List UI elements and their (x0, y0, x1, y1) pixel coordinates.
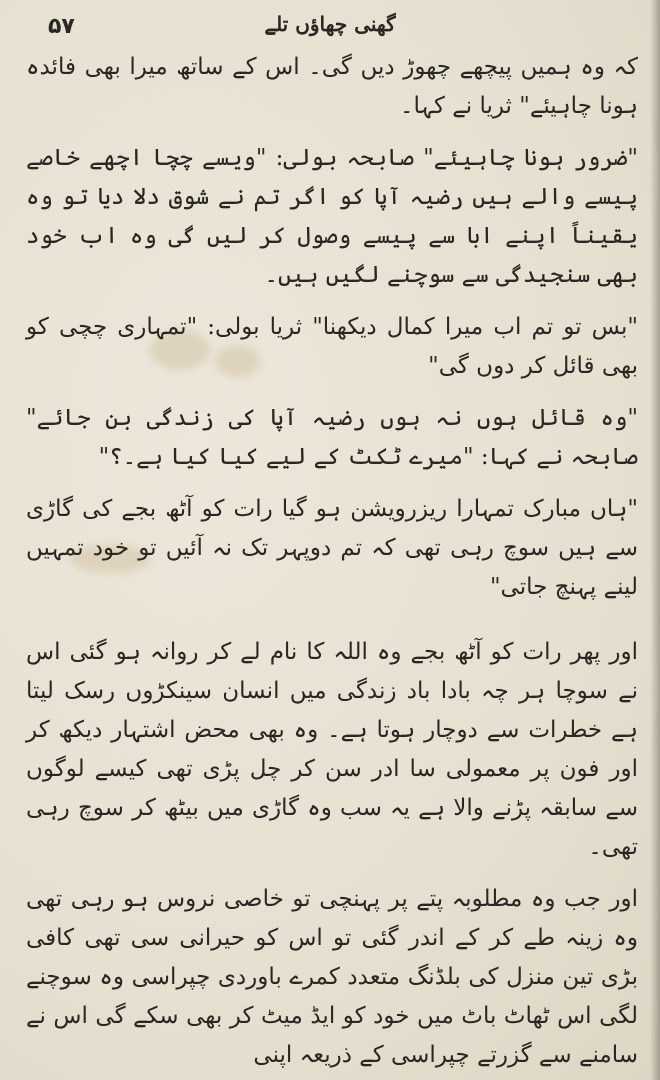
page-edge-shadow (650, 0, 660, 1080)
body-text (26, 48, 638, 1080)
paragraph: اور پھر رات کو آٹھ بجے وہ اللہ کا نام لے کر روانہ ہو گئی اس نے سوچا ہر چہ بادا باد زندگی میں انسان سینکڑوں رسک لیتا ہے خطرات سے دوچار ہوتا ہے۔ وہ بھی محض اشتہار دیکھ کر اور فون پر معمولی سا ادر سن کر چل پڑی تھی کیسے لوگوں سے سابقہ پڑنے والا ہے یہ سب وہ گاڑی میں بیٹھ کر سوچ رہی تھی۔ (26, 639, 638, 860)
page-header (0, 8, 660, 44)
paragraph: "ہاں مبارک تمہارا ریزرویشن ہو گیا رات کو آٹھ بجے کی گاڑی سے ہیں سوچ رہی تھی کہ تم دوپہر تک نہ آئیں تو خود تمہیں لینے پہنچ جاتی" (26, 496, 638, 600)
paragraph: "وہ قائل ہوں نہ ہوں رضیہ آپا کی زندگی بن جائے" صابحہ نے کہا: "میرے ٹکٹ کے لیے کیا کیا ہے۔؟" (26, 405, 638, 470)
running-title: گھنی چھاؤں تلے (264, 12, 396, 36)
paragraph: اور جب وہ مطلوبہ پتے پر پہنچی تو خاصی نروس ہو رہی تھی وہ زینہ طے کر کے اندر گئی تو اس کو حیرانی سی تھی کافی بڑی تین منزل کی بلڈنگ متعدد کمرے باوردی چپراسی وہ سوچنے لگی اس ٹھاٹ باٹ میں خود کو ایڈ میٹ کر بھی سکے گی اس نے سامنے سے گزرتے چپراسی کے ذریعہ اپنی (26, 886, 638, 1068)
paragraph: "ضرور ہونا چاہیئے" صابحہ بولی: "ویسے چچا اچھے خاصے پیسے والے ہیں رضیہ آپا کو اگر تم نے شوق دلا دیا تو وہ یقیناً اپنے ابا سے پیسے وصول کر لیں گی وہ اب خود بھی سنجیدگی سے سوچنے لگیں ہیں۔ (26, 145, 638, 288)
paragraph: "بس تو تم اب میرا کمال دیکھنا" ثریا بولی: "تمہاری چچی کو بھی قائل کر دوں گی" (26, 314, 638, 379)
page-number: ۵۷ (48, 14, 75, 39)
paragraph: کہ وہ ہمیں پیچھے چھوڑ دیں گی۔ اس کے ساتھ میرا بھی فائدہ ہونا چاہیئے" ثریا نے کہا۔ (26, 54, 638, 119)
